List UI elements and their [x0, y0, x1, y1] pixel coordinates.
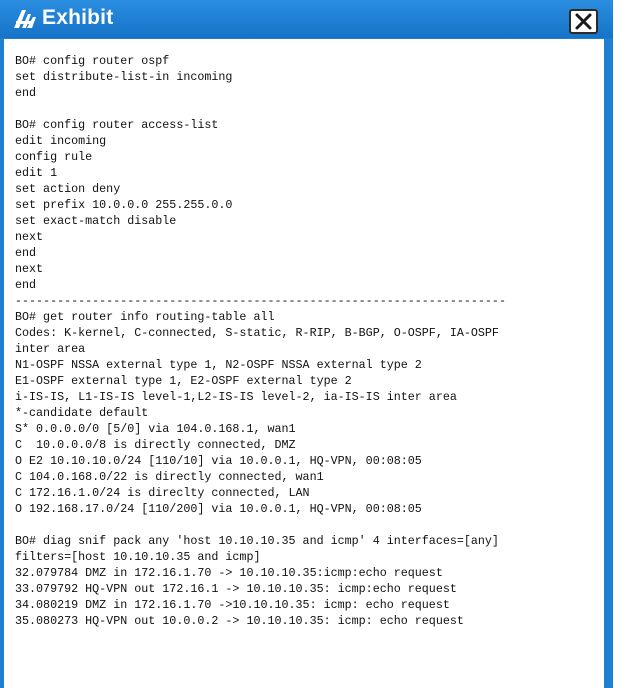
console-line: C 104.0.168.0/22 is directly connected, wan1: [15, 470, 324, 484]
console-line: config rule: [15, 150, 93, 164]
console-line: 32.079784 DMZ in 172.16.1.70 -> 10.10.10.35:icmp:echo request: [15, 566, 443, 580]
console-line: 34.080219 DMZ in 172.16.1.70 ->10.10.10.35: icmp: echo request: [15, 598, 450, 612]
console-line: end: [15, 86, 37, 100]
console-line: ----------------------------------------------------------------------: [15, 294, 506, 308]
console-line: N1-OSPF NSSA external type 1, N2-OSPF NSSA external type 2: [15, 358, 422, 372]
console-line: [15, 517, 506, 533]
console-line: BO# diag snif pack any 'host 10.10.10.35 and icmp' 4 interfaces=[any]: [15, 534, 499, 548]
console-line: O E2 10.10.10.0/24 [110/10] via 10.0.0.1, HQ-VPN, 00:08:05: [15, 454, 422, 468]
console-line: set prefix 10.0.0.0 255.255.0.0: [15, 198, 233, 212]
console-line: inter area: [15, 342, 86, 356]
console-line: set exact-match disable: [15, 214, 177, 228]
console-line: Codes: K-kernel, C-connected, S-static, R-RIP, B-BGP, O-OSPF, IA-OSPF: [15, 326, 499, 340]
console-line: O 192.168.17.0/24 [110/200] via 10.0.0.1, HQ-VPN, 00:08:05: [15, 502, 422, 516]
title-bar: [0, 0, 613, 38]
console-line: BO# get router info routing-table all: [15, 310, 275, 324]
console-line: C 10.0.0.0/8 is directly connected, DMZ: [15, 438, 296, 452]
console-line: end: [15, 278, 37, 292]
window-title: Exhibit: [42, 6, 114, 29]
console-line: 33.079792 HQ-VPN out 172.16.1 -> 10.10.10.35: icmp:echo request: [15, 582, 457, 596]
close-button[interactable]: [569, 9, 598, 34]
console-line: i-IS-IS, L1-IS-IS level-1,L2-IS-IS level-2, ia-IS-IS inter area: [15, 390, 457, 404]
exhibit-logo-icon: [12, 9, 40, 29]
console-line: next: [15, 230, 44, 244]
console-output: [15, 53, 506, 629]
console-line: filters=[host 10.10.10.35 and icmp]: [15, 550, 261, 564]
exhibit-content: [4, 39, 604, 688]
console-line: E1-OSPF external type 1, E2-OSPF external type 2: [15, 374, 352, 388]
console-line: set distribute-list-in incoming: [15, 70, 233, 84]
console-line: end: [15, 246, 37, 260]
console-line: [15, 101, 506, 117]
console-line: set action deny: [15, 182, 121, 196]
console-line: edit incoming: [15, 134, 107, 148]
console-line: BO# config router ospf: [15, 54, 170, 68]
console-line: BO# config router access-list: [15, 118, 219, 132]
console-line: *-candidate default: [15, 406, 149, 420]
console-line: S* 0.0.0.0/0 [5/0] via 104.0.168.1, wan1: [15, 422, 296, 436]
console-line: C 172.16.1.0/24 is direclty connected, LAN: [15, 486, 310, 500]
console-line: next: [15, 262, 44, 276]
console-line: edit 1: [15, 166, 58, 180]
console-line: 35.080273 HQ-VPN out 10.0.0.2 -> 10.10.10.35: icmp: echo request: [15, 614, 464, 628]
